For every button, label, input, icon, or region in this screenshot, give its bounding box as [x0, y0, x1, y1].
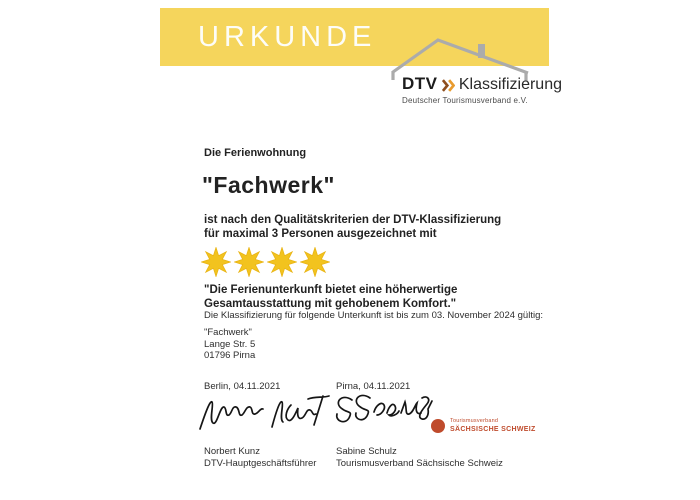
validity-line: Die Klassifizierung für folgende Unterkunft ist bis zum 03. November 2024 gültig:: [204, 310, 544, 321]
address-line-2: Lange Str. 5: [204, 338, 256, 350]
dtv-logo: [402, 74, 562, 105]
property-address: [204, 327, 255, 362]
address-line-1: "Fachwerk": [204, 327, 252, 338]
signature-norbert-kunz: [196, 392, 334, 436]
star-rating: [201, 247, 330, 277]
signer-right-name: Sabine Schulz: [336, 446, 397, 457]
address-line-3: 01796 Pirna: [204, 350, 256, 361]
place-date-right: Pirna, 04.11.2021: [336, 381, 411, 392]
dtv-subtitle: Deutscher Tourismusverband e.V.: [402, 96, 528, 105]
star-icon: [201, 247, 231, 277]
intro-line: Die Ferienwohnung: [204, 147, 307, 159]
signer-right-title: Tourismusverband Sächsische Schweiz: [336, 457, 503, 469]
dtv-classification-text: Klassifizierung: [458, 76, 562, 93]
certificate-title: URKUNDE: [198, 20, 377, 53]
partner-logo-line1: Tourismusverband: [450, 418, 499, 424]
signature-sabine-schulz: [332, 388, 434, 434]
signer-left-name: Norbert Kunz: [204, 446, 260, 457]
tourismusverband-circle-icon: [431, 419, 445, 433]
dtv-brand-text: DTV: [402, 74, 438, 93]
comfort-quote: [204, 283, 457, 311]
property-name: "Fachwerk": [202, 172, 335, 198]
award-text: [204, 213, 501, 241]
quote-line-1: "Die Ferienunterkunft bietet eine höherwertige: [204, 284, 458, 296]
star-icon: [300, 247, 330, 277]
signer-left: [204, 446, 316, 469]
award-line-1: ist nach den Qualitätskriterien der DTV-Klassifizierung: [204, 214, 502, 226]
signer-right: [336, 446, 503, 469]
dtv-chevrons-icon: [442, 79, 455, 92]
place-date-left: Berlin, 04.11.2021: [204, 381, 281, 392]
quote-line-2: Gesamtausstattung mit gehobenem Komfort.": [204, 298, 457, 310]
tourismusverband-logo: [431, 419, 536, 433]
star-icon: [234, 247, 264, 277]
signer-left-title: DTV-Hauptgeschäftsführer: [204, 457, 317, 469]
partner-logo-line2: SÄCHSISCHE SCHWEIZ: [450, 426, 536, 433]
award-line-2: für maximal 3 Personen ausgezeichnet mit: [204, 228, 437, 240]
star-icon: [267, 247, 297, 277]
